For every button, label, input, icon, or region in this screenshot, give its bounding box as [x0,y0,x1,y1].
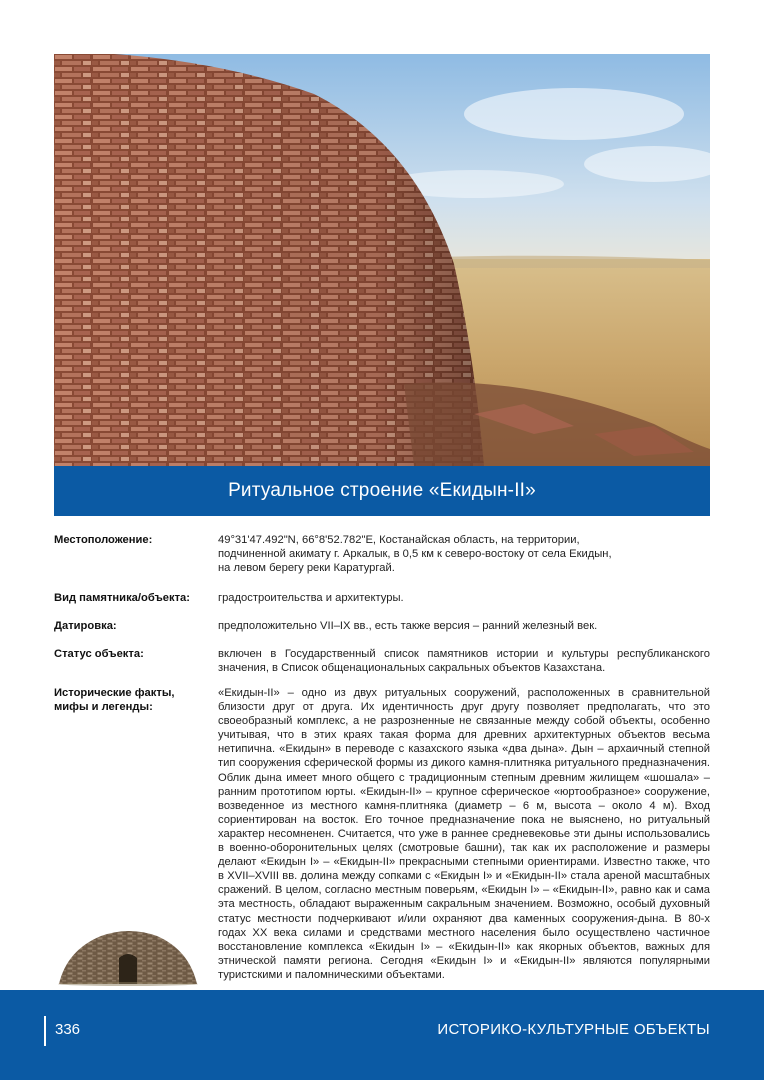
footer-divider [44,1016,46,1046]
history-label-line: Исторические факты, [54,687,175,699]
section-title: ИСТОРИКО-КУЛЬТУРНЫЕ ОБЪЕКТЫ [437,1021,710,1038]
field-value-dating: предположительно VII–IX вв., есть также версия – ранний железный век. [218,620,598,632]
page-number: 336 [55,1021,81,1038]
stone-dome-illustration [54,54,710,466]
hero-photo [54,54,710,466]
field-value-history: «Екидын-II» – одно из двух ритуальных сооружений, расположенных в сравнительной близости друг от друга. Их идентичность друг другу позволяет предполагать, что это своеобразный комплекс, а не разрозненные не связанные между собой объекты, особенно учитывая, что в этих краях такая форма для древних архитектурных объектов весьма нетипична. «Екидын» в переводе с казахского языка «два дына». Дын – архаичный степной тип сооружения сферической формы из дикого камня-плитняка ритуального предназначения. Облик дына имеет много общего с традиционным степным древним жилищем «шошала» – ранним прототипом юрты. «Екидын-II» – крупное сферическое «юртообразное» сооружение, возведенное из местного камня-плитняка (диаметр – 6 м, высота – около 4 м). Вход сориентирован на восток. Его точное предназначение пока не выяснено, но ритуальный характер несомненен. Считается, что уже в раннее средневековье эти дыны использовались в военно-оборонительных целях (смотровые башни), так как их расположение и размеры делают «Екидын I» – «Екидын-II» прекрасными степными ориентирами. Известно также, что в XVII–XVIII вв. долина между сопками с «Екидын I» и «Екидын-II» стала ареной масштабных сражений. В целом, согласно местным поверьям, «Екидын I» – «Екидын-II», равно как и сама эта местность, обладают выраженным сакральным значением. Возможно, особый духовный статус местности подчеркивают и/или охраняют два каменных сооружения-дына. В 80-х годах ХХ века силами и средствами местного населения было осуществлено частичное восстановление комплекса «Екидын I» – «Екидын-II» как якорных объектов, важных для этнической памяти региона. Сегодня «Екидын I» и «Екидын-II» являются популярными туристскими и паломническими объектами. [218,687,710,981]
field-label-location: Местоположение: [54,534,153,546]
dome-thumbnail [57,922,199,986]
field-label-status: Статус объекта: [54,648,144,660]
title-banner [54,466,710,516]
field-value-status: включен в Государственный список памятников истории и культуры республиканского значения, в Список общенациональных сакральных объектов Казахстана. [218,648,710,675]
location-line: на левом берегу реки Каратургай. [218,562,395,575]
field-value-location [218,533,710,575]
page-title: Ритуальное строение «Екидын-II» [228,480,536,501]
history-label-line: мифы и легенды: [54,701,153,714]
page-footer [0,990,764,1080]
field-label-type: Вид памятника/объекта: [54,592,190,604]
field-value-type: градостроительства и архитектуры. [218,592,404,604]
location-line: 49°31'47.492"N, 66°8'52.782"E, Костанайская область, на территории, [218,534,580,546]
dome-thumbnail-image [57,922,199,986]
location-line: подчиненной акимату г. Аркалык, в 0,5 км к северо-востоку от села Екидын, [218,548,612,561]
field-label-dating: Датировка: [54,620,117,632]
field-label-history [54,686,204,714]
